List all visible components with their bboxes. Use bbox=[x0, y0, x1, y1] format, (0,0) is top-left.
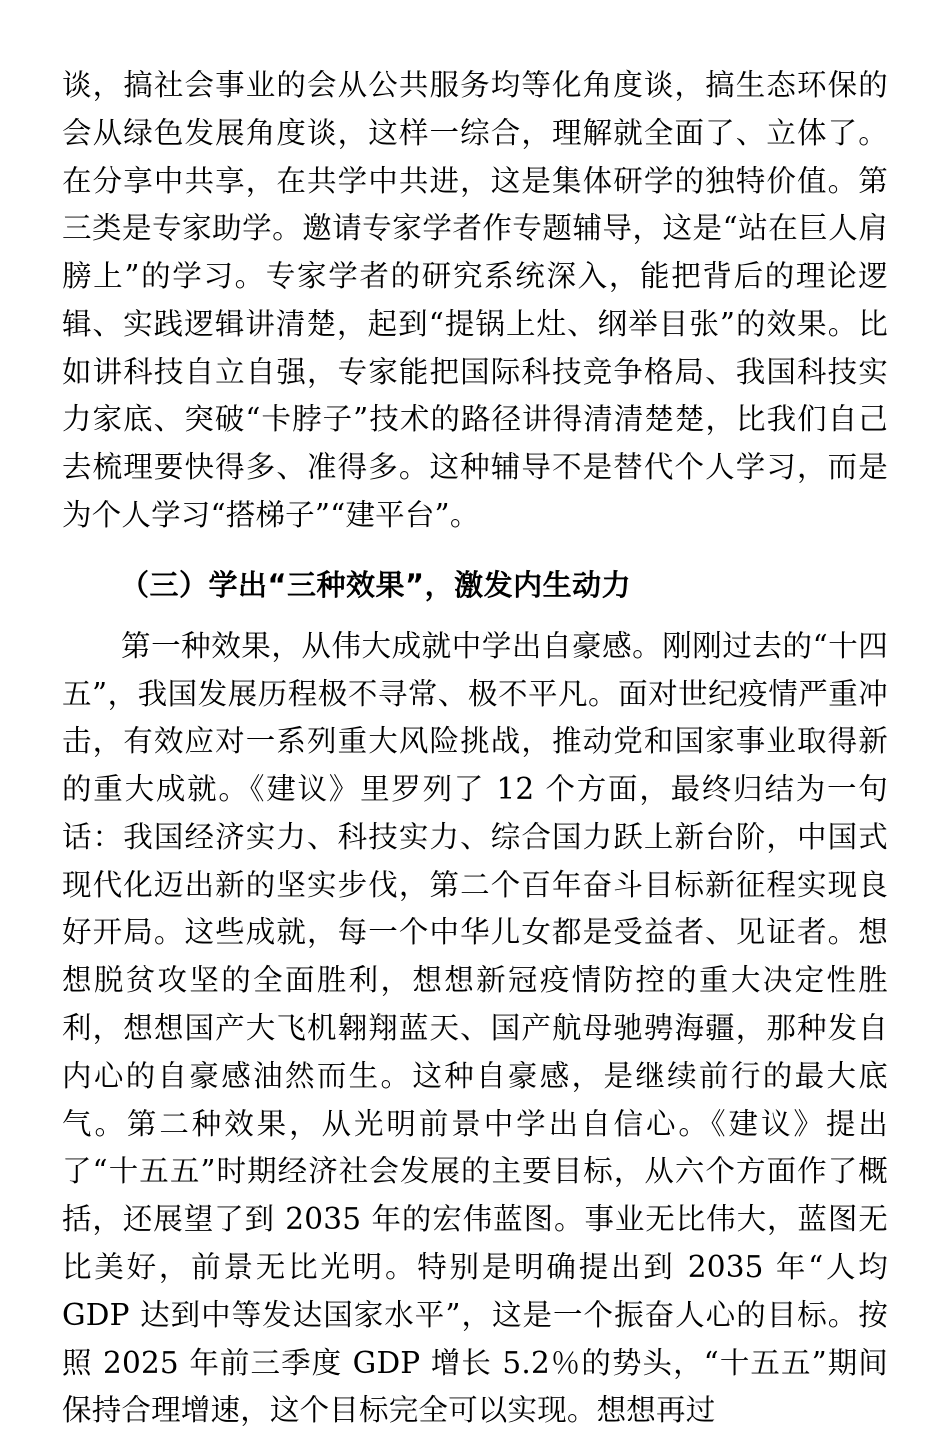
document-body bbox=[62, 62, 888, 1435]
section-heading: （三）学出“三种效果”，激发内生动力 bbox=[120, 567, 632, 602]
paragraph-effects: 第一种效果，从伟大成就中学出自豪感。刚刚过去的“十四五”，我国发展历程极不寻常、极不平凡。面对世纪疫情严重冲击，有效应对一系列重大风险挑战，推动党和国家事业取得新的重大成就。《建议》里罗列了 12 个方面，最终归结为一句话：我国经济实力、科技实力、综合国力跃上新台阶，中国式现代化迈出新的坚实步伐，第二个百年奋斗目标新征程实现良好开局。这些成就，每一个中华儿女都是受益者、见证者。想想脱贫攻坚的全面胜利，想想新冠疫情防控的重大决定性胜利，想想国产大飞机翱翔蓝天、国产航母驰骋海疆，那种发自内心的自豪感油然而生。这种自豪感，是继续前行的最大底气。第二种效果，从光明前景中学出自信心。《建议》提出了“十五五”时期经济社会发展的主要目标，从六个方面作了概括，还展望了到 2035 年的宏伟蓝图。事业无比伟大，蓝图无比美好，前景无比光明。特别是明确提出到 2035 年“人均 GDP 达到中等发达国家水平”，这是一个振奋人心的目标。按照 2025 年前三季度 GDP 增长 5.2％的势头，“十五五”期间保持合理增速，这个目标完全可以实现。想想再过 bbox=[62, 628, 888, 1428]
paragraph-continued: 谈，搞社会事业的会从公共服务均等化角度谈，搞生态环保的会从绿色发展角度谈，这样一综合，理解就全面了、立体了。在分享中共享，在共学中共进，这是集体研学的独特价值。第三类是专家助学。邀请专家学者作专题辅导，这是“站在巨人肩膀上”的学习。专家学者的研究系统深入，能把背后的理论逻辑、实践逻辑讲清楚，起到“提锅上灶、纲举目张”的效果。比如讲科技自立自强，专家能把国际科技竞争格局、我国科技实力家底、突破“卡脖子”技术的路径讲得清清楚楚，比我们自己去梳理要快得多、准得多。这种辅导不是替代个人学习，而是为个人学习“搭梯子”“建平台”。 bbox=[62, 68, 888, 533]
